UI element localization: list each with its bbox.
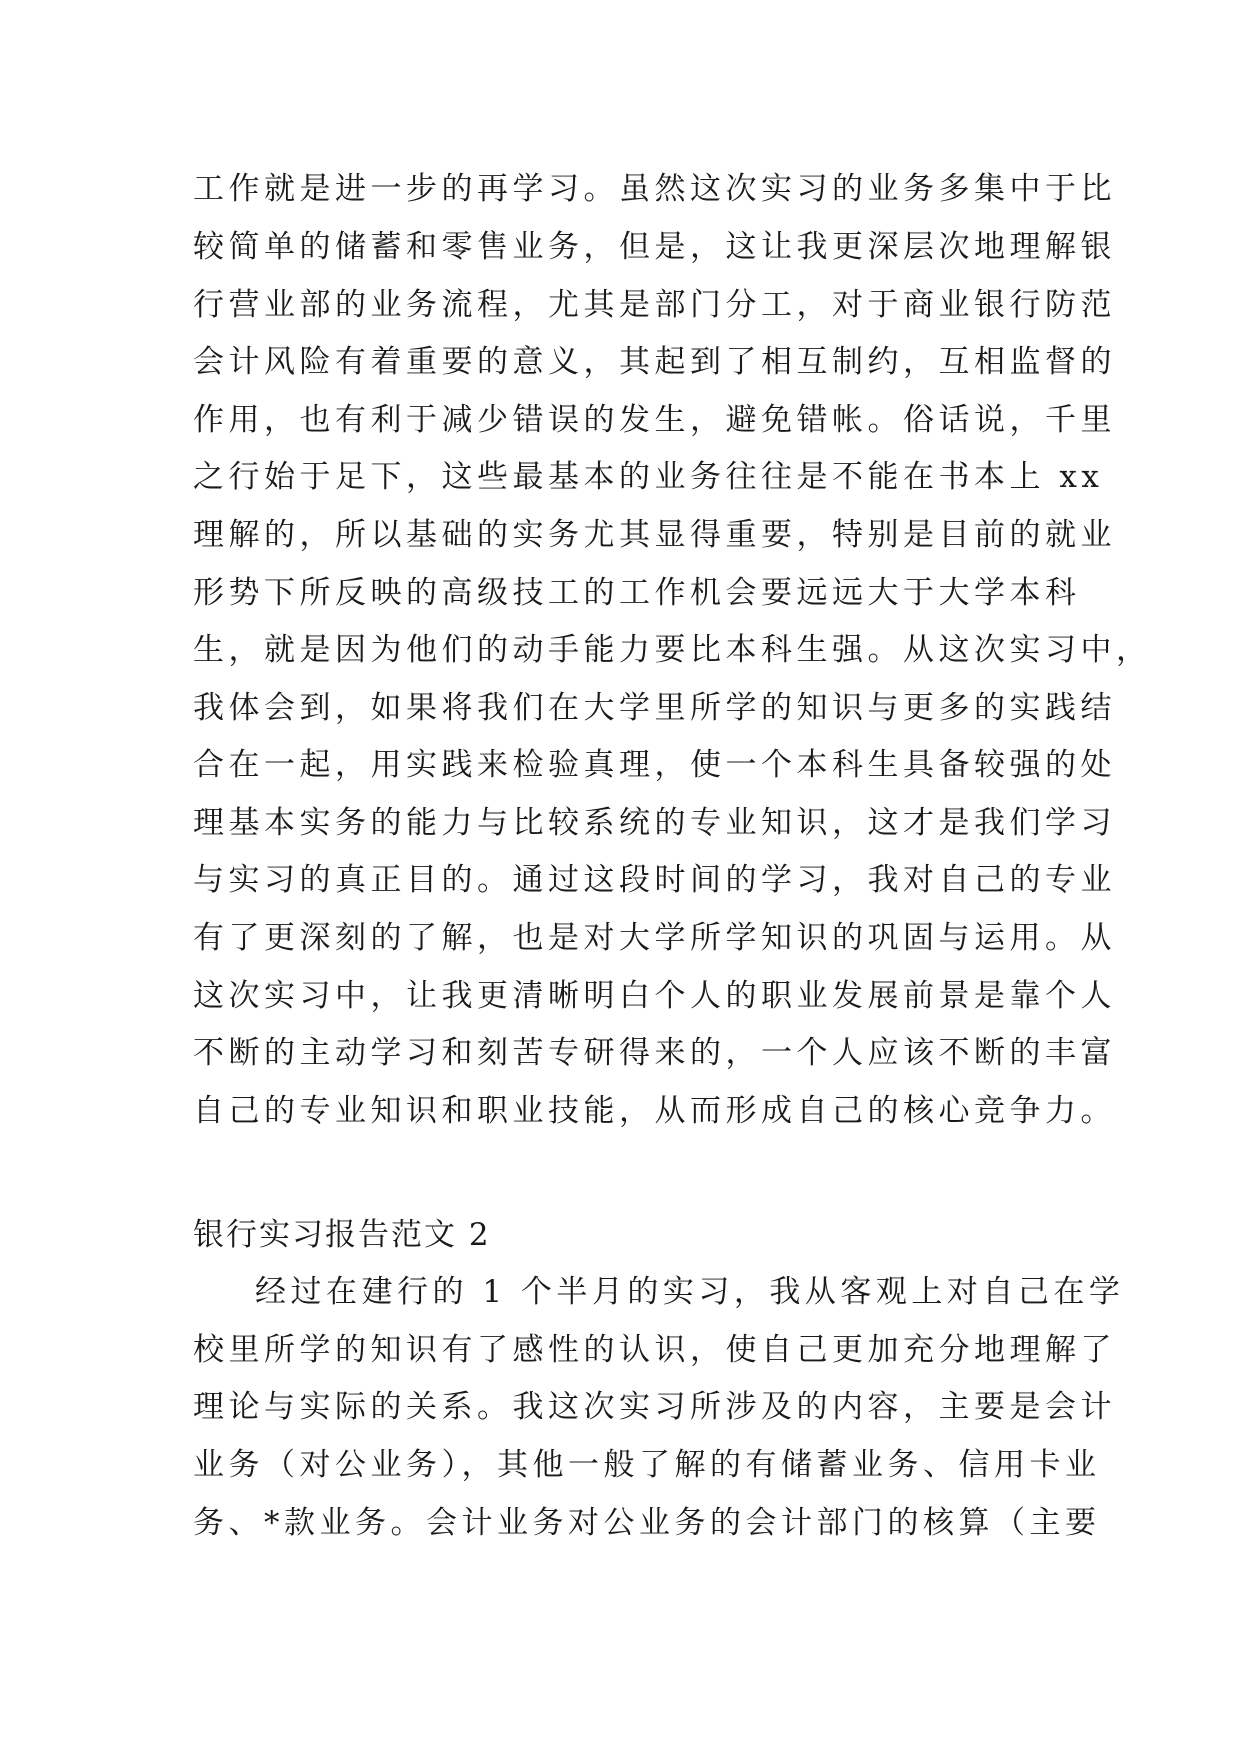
text-line: 理基本实务的能力与比较系统的专业知识，这才是我们学习	[193, 805, 1116, 841]
text-line: 之行始于足下，这些最基本的业务往往是不能在书本上 xx	[193, 459, 1104, 495]
text-line: 业务（对公业务），其他一般了解的有储蓄业务、信用卡业	[193, 1447, 1101, 1483]
text-line: 合在一起，用实践来检验真理，使一个本科生具备较强的处	[193, 747, 1116, 783]
text-line: 较简单的储蓄和零售业务，但是，这让我更深层次地理解银	[193, 229, 1116, 265]
text-line: 理解的，所以基础的实务尤其显得重要，特别是目前的就业	[193, 517, 1116, 553]
text-line: 与实习的真正目的。通过这段时间的学习，我对自己的专业	[193, 862, 1116, 898]
text-line: 我体会到，如果将我们在大学里所学的知识与更多的实践结	[193, 690, 1116, 726]
text-line: 经过在建行的 1 个半月的实习，我从客观上对自己在学	[255, 1274, 1125, 1310]
text-line: 有了更深刻的了解，也是对大学所学知识的巩固与运用。从	[193, 920, 1116, 956]
text-line: 会计风险有着重要的意义，其起到了相互制约，互相监督的	[193, 344, 1116, 380]
text-line: 不断的主动学习和刻苦专研得来的，一个人应该不断的丰富	[193, 1035, 1116, 1071]
text-line: 行营业部的业务流程，尤其是部门分工，对于商业银行防范	[193, 287, 1116, 323]
text-line: 作用，也有利于减少错误的发生，避免错帐。俗话说，千里	[193, 402, 1116, 438]
section-heading: 银行实习报告范文 2	[193, 1217, 491, 1253]
text-line: 形势下所反映的高级技工的工作机会要远远大于大学本科	[193, 575, 1081, 611]
text-line: 务、*款业务。会计业务对公业务的会计部门的核算（主要	[193, 1505, 1101, 1541]
text-line: 自己的专业知识和职业技能，从而形成自己的核心竞争力。	[193, 1093, 1116, 1129]
text-line: 工作就是进一步的再学习。虽然这次实习的业务多集中于比	[193, 171, 1116, 207]
text-line: 这次实习中，让我更清晰明白个人的职业发展前景是靠个人	[193, 978, 1116, 1014]
text-line: 理论与实际的关系。我这次实习所涉及的内容，主要是会计	[193, 1389, 1116, 1425]
text-line: 校里所学的知识有了感性的认识，使自己更加充分地理解了	[193, 1332, 1116, 1368]
text-line: 生，就是因为他们的动手能力要比本科生强。从这次实习中，	[193, 632, 1152, 668]
